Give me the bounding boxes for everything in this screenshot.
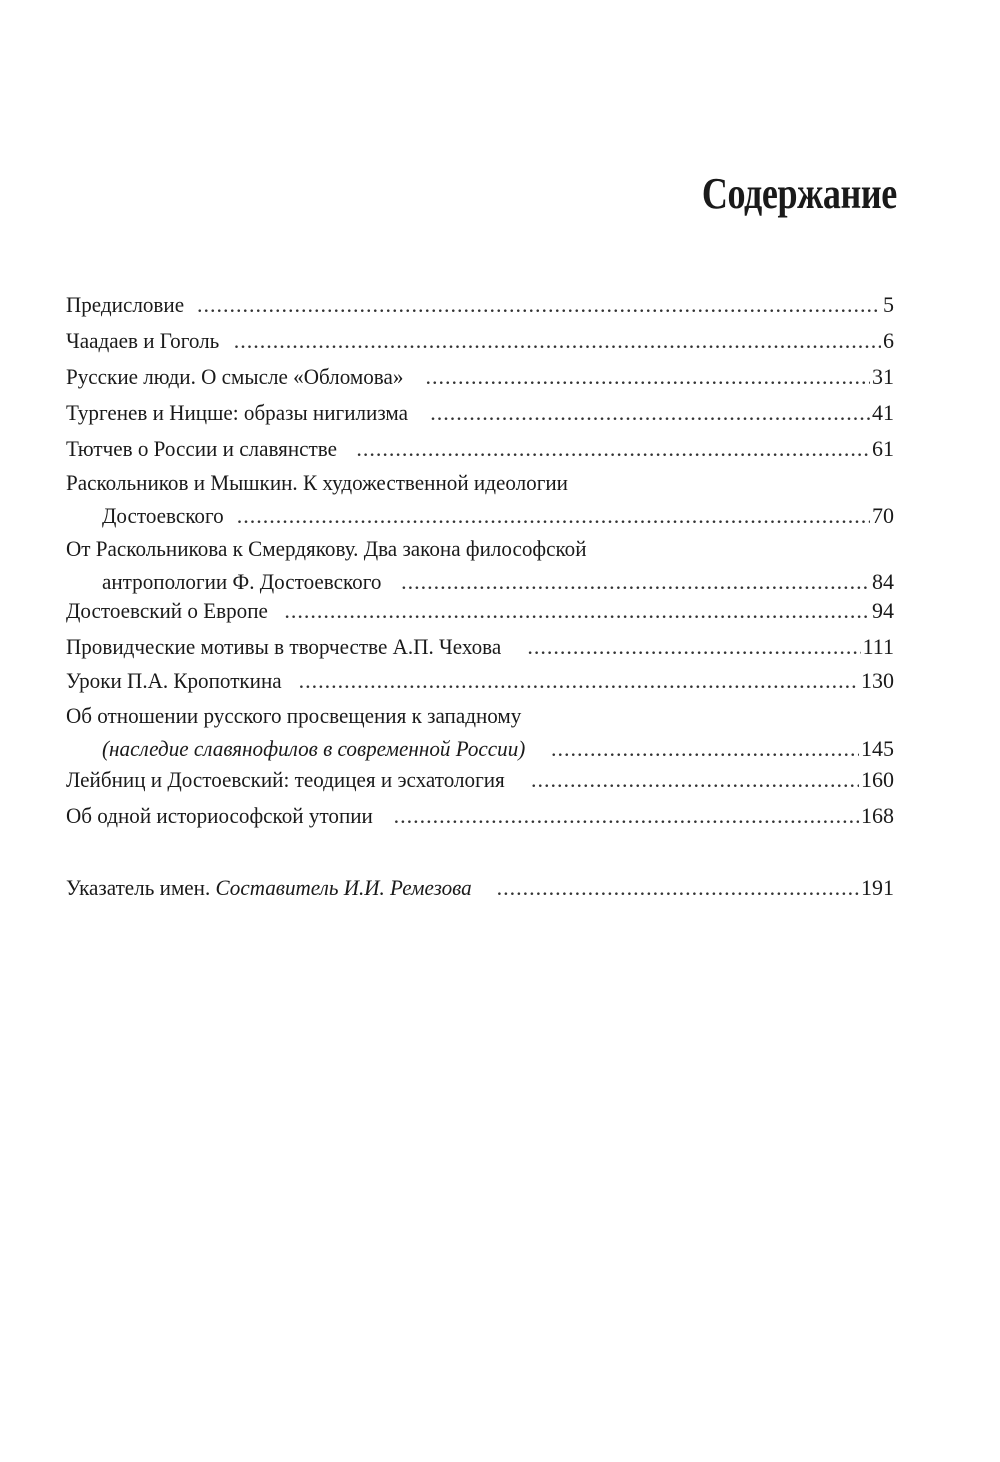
dot-leader	[197, 288, 881, 321]
toc-entry-page: 84	[872, 569, 894, 594]
toc-entry-page: 191	[861, 875, 894, 900]
toc-entry-title-continued	[102, 732, 525, 765]
toc-entry-title: От Раскольникова к Смердякову. Два закона философской	[66, 536, 587, 561]
toc-entry[interactable]	[66, 466, 894, 532]
toc-entry-title: Об одной историософской утопии	[66, 803, 373, 828]
toc-index-entry[interactable]	[66, 871, 894, 904]
dot-leader	[426, 360, 871, 393]
toc-entry-page: 5	[883, 292, 894, 317]
index-label: Указатель имен.	[66, 875, 211, 900]
dot-leader	[551, 732, 859, 765]
toc-entry[interactable]	[66, 360, 894, 393]
dot-leader	[299, 664, 859, 697]
toc-entry-page: 145	[861, 736, 894, 761]
dot-leader	[284, 594, 870, 627]
dot-leader	[237, 499, 870, 532]
toc-entry-title: Тютчев о России и славянстве	[66, 436, 338, 461]
toc-entry-title	[66, 871, 472, 904]
toc-entry[interactable]	[66, 664, 894, 697]
toc-entry-page: 41	[872, 400, 894, 425]
toc-entry-title: Русские люди. О смысле «Обломова»	[66, 364, 404, 389]
toc-entry-title: Достоевский о Европе	[66, 598, 268, 623]
toc-entry[interactable]	[66, 630, 894, 663]
toc-entry-page: 70	[872, 503, 894, 528]
toc-entry-title: Тургенев и Ницше: образы нигилизма	[66, 400, 408, 425]
toc-entry[interactable]	[66, 699, 894, 765]
toc-entry[interactable]	[66, 396, 894, 429]
toc-entry-title: Об отношении русского просвещения к западному	[66, 703, 522, 728]
toc-entry-subtitle: (наследие славянофилов в современной России)	[102, 736, 526, 761]
page-title: Содержание	[701, 169, 897, 218]
toc-entry-page: 160	[861, 767, 894, 792]
dot-leader	[527, 630, 860, 663]
dot-leader	[531, 763, 859, 796]
dot-leader	[394, 799, 859, 832]
dot-leader	[234, 324, 881, 357]
dot-leader	[356, 432, 870, 465]
toc-entry[interactable]	[66, 799, 894, 832]
toc-entry[interactable]	[66, 763, 894, 796]
toc-entry-page: 168	[861, 803, 894, 828]
toc-entry-title: Лейбниц и Достоевский: теодицея и эсхатология	[66, 767, 505, 792]
dot-leader	[430, 396, 870, 429]
toc-entry-title-continued: антропологии Ф. Достоевского	[102, 569, 382, 594]
index-compiler: Составитель И.И. Ремезова	[215, 875, 472, 900]
toc-entry-title-continued: Достоевского	[102, 503, 224, 528]
toc-entry-title: Уроки П.А. Кропоткина	[66, 668, 282, 693]
toc-entry-page: 94	[872, 598, 894, 623]
toc-entry-title: Чаадаев и Гоголь	[66, 328, 220, 353]
toc-entry[interactable]	[66, 432, 894, 465]
toc-entry-title: Раскольников и Мышкин. К художественной идеологии	[66, 470, 568, 495]
toc-entry[interactable]	[66, 532, 894, 598]
toc-entry[interactable]	[66, 288, 894, 321]
toc-entry-page: 6	[883, 328, 894, 353]
toc-entry-page: 61	[872, 436, 894, 461]
toc-entry-page: 130	[861, 668, 894, 693]
toc-entry-page: 111	[862, 634, 894, 659]
toc-entry-page: 31	[872, 364, 894, 389]
dot-leader	[497, 871, 859, 904]
toc-entry-title: Провидческие мотивы в творчестве А.П. Чехова	[66, 634, 502, 659]
toc-entry-title: Предисловие	[66, 292, 185, 317]
toc-entry[interactable]	[66, 594, 894, 627]
toc-entry[interactable]	[66, 324, 894, 357]
